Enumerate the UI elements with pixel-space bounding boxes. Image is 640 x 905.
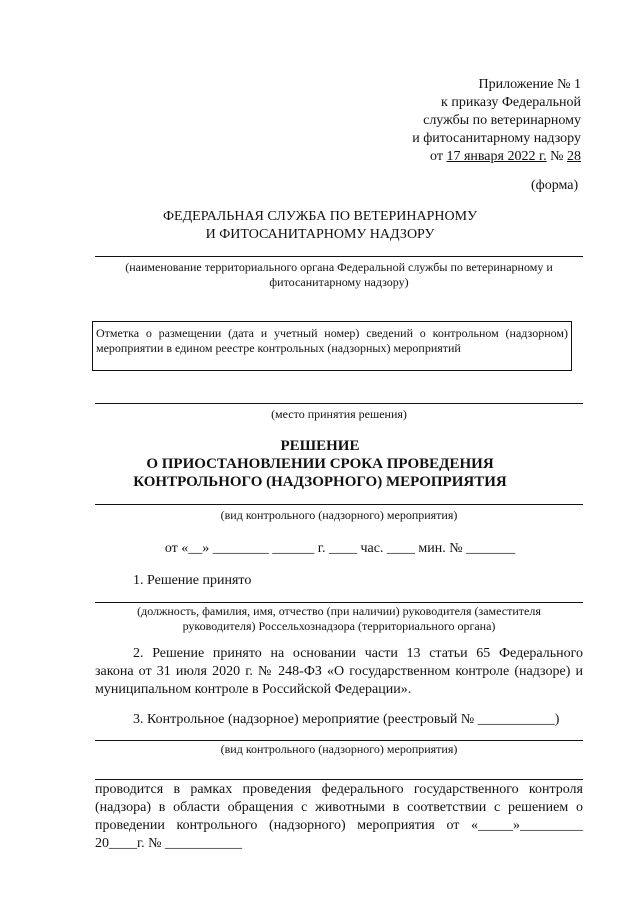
conducted-line: [95, 779, 583, 780]
annex-num-prefix: №: [546, 149, 567, 164]
annex-line-1: Приложение № 1: [478, 77, 581, 92]
conducted-line-1: проводится в рамках проведения федерального государственного контроля: [95, 782, 583, 797]
annex-line-5: [321, 148, 581, 166]
territorial-caption-line-1: (наименование территориального органа Федеральной службы по ветеринарному и: [125, 260, 553, 274]
annex-block: [321, 76, 581, 166]
item-1: 1. Решение принято: [133, 573, 252, 588]
event-type-caption-2: (вид контрольного (надзорного) мероприятия): [220, 742, 458, 756]
agency-name: [60, 208, 580, 244]
territorial-caption: [95, 260, 583, 290]
decision-title: [60, 437, 580, 491]
place-caption: (место принятия решения): [271, 407, 407, 421]
conducted-line-3: проведении контрольного (надзорного) мероприятия от «_____»_________: [95, 818, 583, 833]
registry-line-2: мероприятии в едином реестре контрольных (надзорных) мероприятий: [96, 341, 461, 355]
registry-line-1: Отметка о размещении (дата и учетный номер) сведений о контрольном (надзорном): [96, 326, 568, 340]
title-line-1: РЕШЕНИЕ: [280, 438, 360, 454]
item-2: [95, 645, 583, 699]
territorial-caption-line-2: фитосанитарному надзору): [269, 275, 409, 289]
conducted-paragraph: [95, 781, 583, 853]
annex-line-2: к приказу Федеральной: [441, 95, 581, 110]
official-caption: [95, 604, 583, 634]
title-line-3: КОНТРОЛЬНОГО (НАДЗОРНОГО) МЕРОПРИЯТИЯ: [133, 474, 507, 490]
place-line: [95, 403, 583, 404]
conducted-line-4: 20____г. № ___________: [95, 836, 243, 851]
annex-date: 17 января 2022 г.: [446, 149, 547, 164]
item-2-line-1: 2. Решение принято на основании части 13 статьи 65 Федерального: [133, 646, 583, 661]
agency-line-2: И ФИТОСАНИТАРНОМУ НАДЗОРУ: [205, 227, 435, 242]
territorial-body-line: [95, 256, 583, 257]
annex-line-3: службы по ветеринарному: [423, 113, 581, 128]
agency-line-1: ФЕДЕРАЛЬНАЯ СЛУЖБА ПО ВЕТЕРИНАРНОМУ: [162, 209, 477, 224]
annex-number: 28: [567, 149, 581, 164]
annex-date-prefix: от: [430, 149, 447, 164]
official-line: [95, 602, 583, 603]
event-type-line-2: [95, 740, 583, 741]
conducted-line-2: (надзора) в области обращения с животными в соответствии с решением о: [95, 800, 583, 815]
decision-date-line: от «__» ________ ______ г. ____ час. ____ мин. № _______: [164, 541, 516, 556]
event-type-line: [95, 504, 583, 505]
item-2-line-3: муниципальном контроле в Российской Федерации».: [95, 682, 412, 697]
official-caption-line-1: (должность, фамилия, имя, отчество (при наличии) руководителя (заместителя: [137, 604, 541, 618]
registry-box: [92, 321, 572, 371]
annex-line-4: и фитосанитарному надзору: [412, 131, 581, 146]
form-label: (форма): [531, 178, 579, 193]
event-type-caption: (вид контрольного (надзорного) мероприятия): [220, 508, 458, 522]
item-3: 3. Контрольное (надзорное) мероприятие (реестровый № ___________): [133, 712, 560, 727]
item-2-line-2: закона от 31 июля 2020 г. № 248-ФЗ «О государственном контроле (надзоре) и: [95, 664, 583, 679]
title-line-2: О ПРИОСТАНОВЛЕНИИ СРОКА ПРОВЕДЕНИЯ: [146, 456, 494, 472]
official-caption-line-2: руководителя) Россельхознадзора (территориального органа): [182, 619, 496, 633]
